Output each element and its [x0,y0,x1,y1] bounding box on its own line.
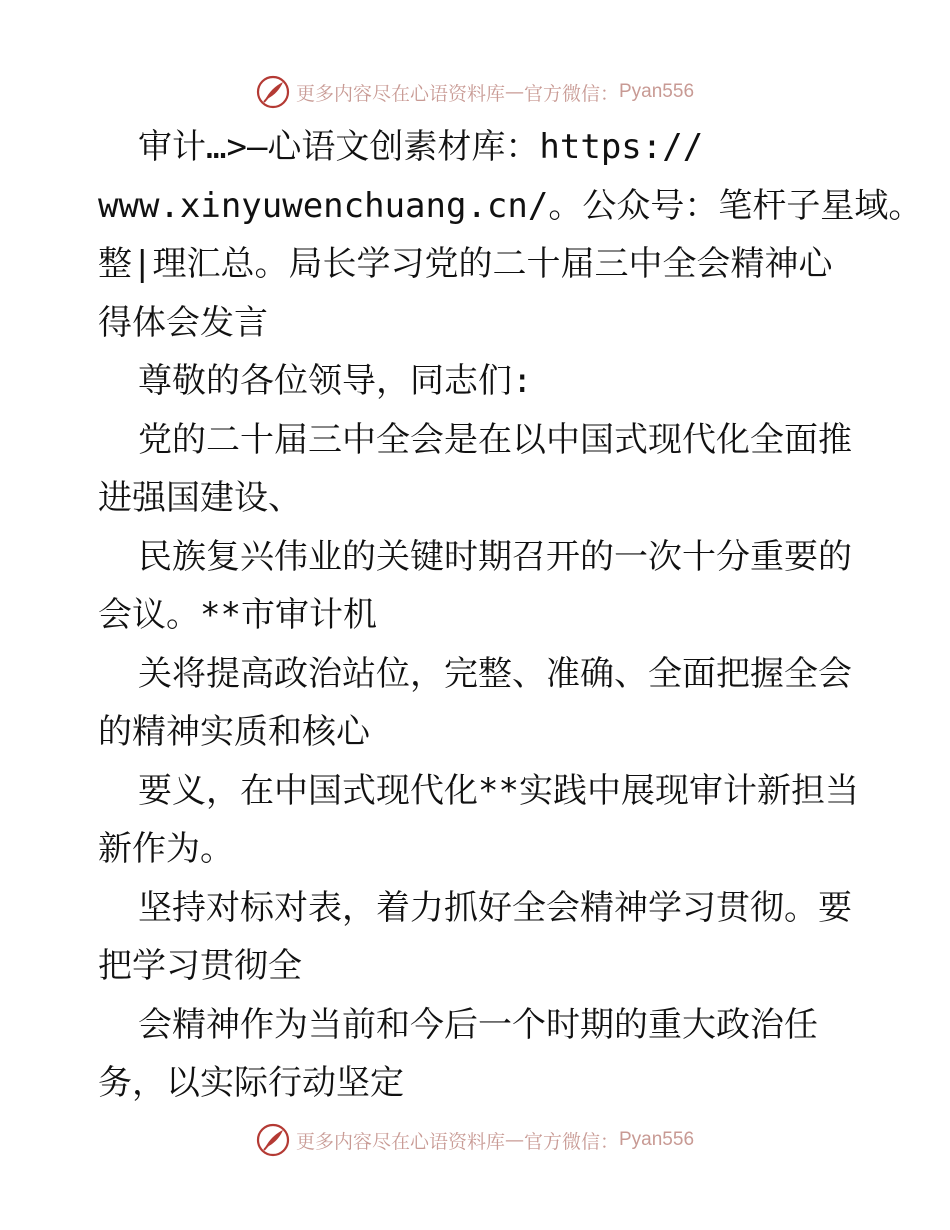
text-line: 要义，在中国式现代化**实践中展现审计新担当 [138,770,859,811]
text-line: 新作为。 [98,829,234,869]
feather-quill-logo-icon [256,1123,290,1157]
footer-contact-label: 官方微信： [523,1130,619,1153]
text-line: 得体会发言 [98,302,268,343]
text-line: 会精神作为当前和今后一个时期的重大政治任 [138,1004,818,1045]
text-line: 民族复兴伟业的关键时期召开的一次十分重要的 [138,536,852,577]
feather-quill-logo-icon [256,75,290,109]
footer-wechat-id: Pyan556 [619,1129,695,1150]
footer-separator: — [504,1129,524,1151]
text-line: 审计…>—心语文创素材库：https:// [138,127,704,167]
text-line: 进强国建设、 [98,478,302,518]
header-contact-label: 官方微信： [523,82,619,105]
footer-watermark [0,1120,950,1160]
header-slogan: 更多内容尽在心语资料库 [295,82,505,105]
text-line: 坚持对标对表，着力抓好全会精神学习贯彻。要 [138,887,852,928]
text-line: 的精神实质和核心 [98,712,370,752]
text-line: 务，以实际行动坚定 [98,1063,404,1103]
text-line: www.xinyuwenchuang.cn/。公众号：笔杆子星域。 [98,185,923,226]
text-line: 关将提高政治站位，完整、准确、全面把握全会 [138,653,852,694]
footer-slogan: 更多内容尽在心语资料库 [295,1130,505,1153]
document-body [98,118,923,1113]
header-separator: — [504,81,524,103]
text-line: 整|理汇总。局长学习党的二十届三中全会精神心 [98,244,833,284]
text-line: 把学习贯彻全 [98,946,302,986]
header-wechat-id: Pyan556 [619,81,695,102]
header-watermark [0,72,950,112]
text-line: 尊敬的各位领导，同志们: [138,361,533,401]
text-line: 会议。**市审计机 [98,595,377,635]
text-line: 党的二十届三中全会是在以中国式现代化全面推 [138,419,852,460]
